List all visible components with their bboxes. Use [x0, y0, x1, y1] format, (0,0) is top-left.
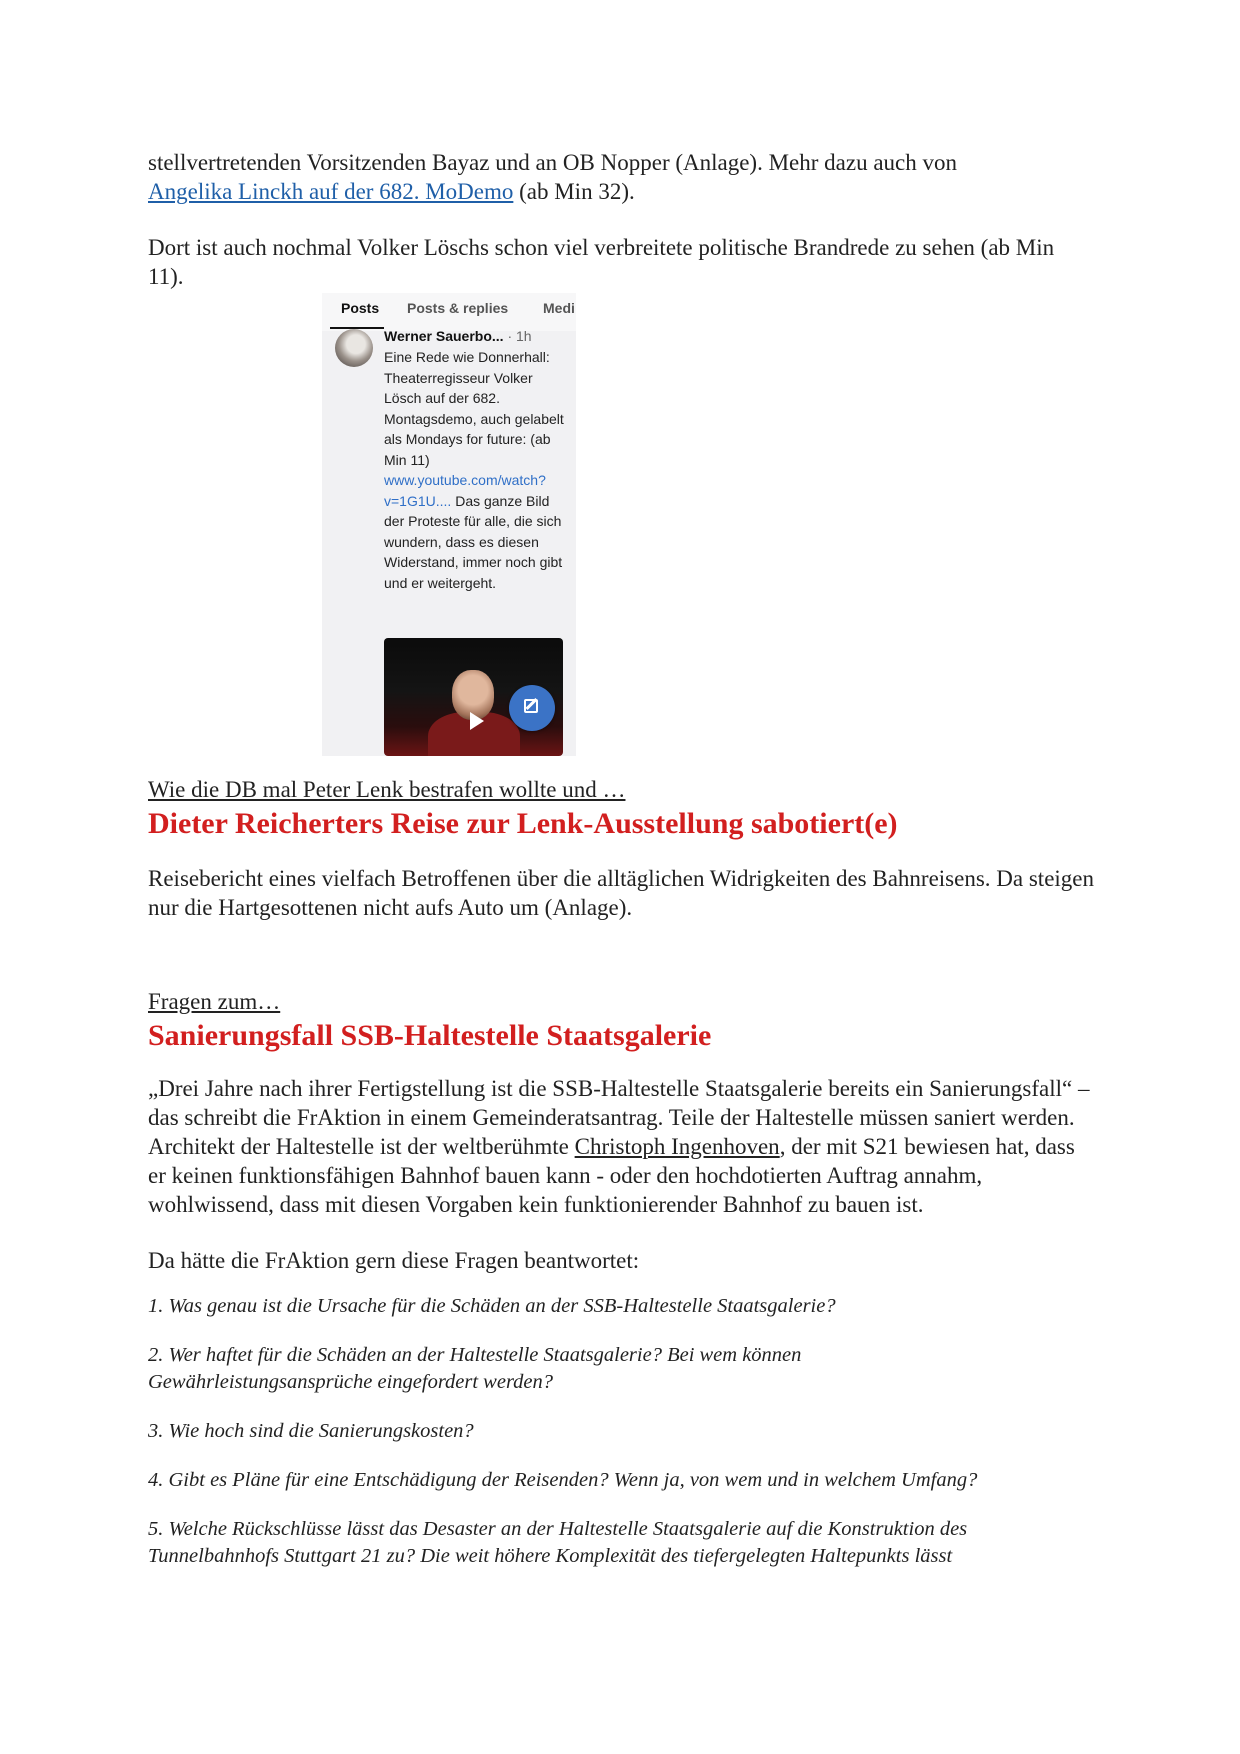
- intro-line-2-rest: (ab Min 32).: [513, 179, 635, 204]
- question-3: 3. Wie hoch sind die Sanierungskosten?: [148, 1420, 474, 1442]
- tab-posts: Posts: [341, 300, 380, 316]
- section1-headline: Dieter Reicherters Reise zur Lenk-Ausstellung sabotiert(e): [148, 807, 898, 840]
- section1-body: Reisebericht eines vielfach Betroffenen über die alltäglichen Widrigkeiten des Bahnreisens. Da steigen nur die Hartgesottenen nicht aufs Auto um (Anlage).: [148, 866, 1094, 920]
- ingenhoven-link[interactable]: Christoph Ingenhoven: [574, 1134, 780, 1159]
- questions-intro: Da hätte die FrAktion gern diese Fragen beantwortet:: [148, 1248, 640, 1273]
- tab-media: Medi: [543, 300, 575, 316]
- social-post-screenshot: [322, 293, 576, 756]
- intro-paragraph: [148, 148, 1098, 206]
- section2-body-end: , der mit S21 bewiesen hat, dass er keinen funktionsfähigen Bahnhof bauen kann - oder den hochdotierten Auftrag annahm, wohlwissend, dass mit diesen Vorgaben kein funktionierender Bahnhof zu bauen ist.: [148, 1134, 1075, 1217]
- compose-button: [509, 685, 555, 731]
- section2-headline: Sanierungsfall SSB-Haltestelle Staatsgalerie: [148, 1019, 712, 1052]
- section1-kicker: Wie die DB mal Peter Lenk bestrafen wollte und …: [148, 777, 626, 802]
- play-icon: [470, 712, 484, 730]
- intro-line-1: stellvertretenden Vorsitzenden Bayaz und an OB Nopper (Anlage). Mehr dazu auch von: [148, 150, 957, 175]
- question-2: 2. Wer haftet für die Schäden an der Haltestelle Staatsgalerie? Bei wem können Gewährleistungsansprüche eingefordert werden?: [148, 1344, 802, 1393]
- question-5: 5. Welche Rückschlüsse lässt das Desaster an der Haltestelle Staatsgalerie auf die Konstruktion des Tunnelbahnhofs Stuttgart 21 zu? Die weit höhere Komplexität des tiefergelegten Haltepunkts lässt: [148, 1518, 968, 1567]
- post-author: [384, 328, 532, 344]
- post-text-end: Das ganze Bild der Proteste für alle, die sich wundern, dass es diesen Widerstand, immer noch gibt und er weitergeht.: [384, 492, 563, 591]
- post-url: www.youtube.com/watch?v=1G1U....: [384, 472, 546, 509]
- question-4: 4. Gibt es Pläne für eine Entschädigung der Reisenden? Wenn ja, von wem und in welchem Umfang?: [148, 1469, 978, 1491]
- section-lenk: [148, 775, 1098, 922]
- question-1: 1. Was genau ist die Ursache für die Schäden an der SSB-Haltestelle Staatsgalerie?: [148, 1295, 836, 1317]
- tab-posts-replies: Posts & replies: [407, 300, 509, 316]
- section2-body-start: „Drei Jahre nach ihrer Fertigstellung ist die SSB-Haltestelle Staatsgalerie bereits ein Sanierungsfall“ – das schreibt die FrAktion in einem Gemeinderatsantrag. Teile der Haltestelle müssen saniert werden. Architekt der Haltestelle ist der weltberühmte: [148, 1076, 1090, 1159]
- modemo-link[interactable]: Angelika Linckh auf der 682. MoDemo: [148, 179, 514, 204]
- post-tabs: [322, 293, 576, 331]
- section2-body: [148, 1074, 1093, 1219]
- post-time: · 1h: [503, 328, 532, 344]
- section-staatsgalerie: [148, 987, 1098, 1570]
- post-text: [384, 347, 564, 593]
- brandrede-paragraph: Dort ist auch nochmal Volker Löschs schon viel verbreitete politische Brandrede zu sehen (ab Min 11).: [148, 235, 1055, 289]
- post-text-main: Eine Rede wie Donnerhall: Theaterregisseur Volker Lösch auf der 682. Montagsdemo, auch gelabelt als Mondays for future: (ab Min 11): [384, 349, 564, 468]
- avatar: [335, 329, 373, 367]
- section2-kicker: Fragen zum…: [148, 989, 281, 1014]
- author-name: Werner Sauerbo...: [384, 328, 504, 344]
- document-page: [148, 148, 1098, 291]
